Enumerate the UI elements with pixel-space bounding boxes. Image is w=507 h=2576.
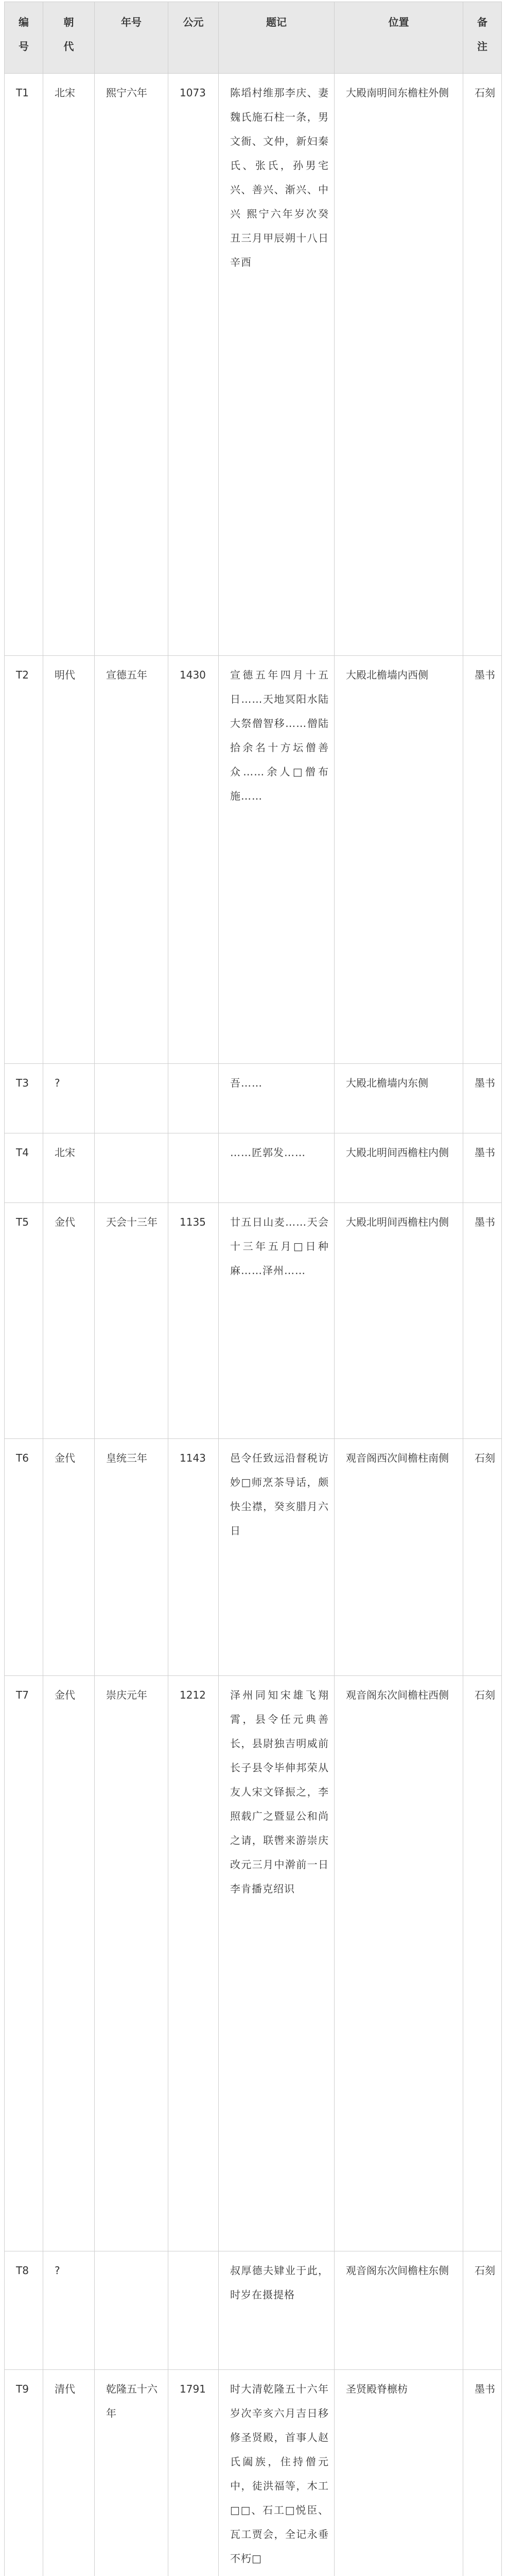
cell-id: T3 (5, 1064, 43, 1133)
cell-location: 大殿北檐墙内西侧 (335, 656, 463, 1064)
cell-year: 1212 (168, 1676, 219, 2251)
table-row (5, 1439, 502, 1676)
cell-id: T1 (5, 74, 43, 656)
cell-year: 1143 (168, 1439, 219, 1676)
cell-note: 墨书 (463, 2370, 502, 2576)
table-row (5, 1133, 502, 1203)
cell-inscription: 叔厚德夫肄业于此，时岁在摄提格 (219, 2251, 335, 2370)
header-id (5, 2, 43, 74)
header-era-text: 年号 (121, 16, 142, 28)
cell-id: T5 (5, 1203, 43, 1439)
header-inscription-text: 题记 (266, 16, 287, 28)
cell-era: 熙宁六年 (95, 74, 168, 656)
cell-inscription: 时大清乾隆五十六年岁次辛亥六月吉日移修圣贤殿，首事人赵氏阖族，住持僧元中，徒洪福等，木工□□、石工□悦臣、瓦工贾会，全记永垂不朽□ (219, 2370, 335, 2576)
cell-inscription: 宣德五年四月十五日……天地冥阳水陆大祭僧智移……僧陆拾余名十方坛僧善众……余人□僧布施…… (219, 656, 335, 1064)
header-year (168, 2, 219, 74)
cell-era (95, 2251, 168, 2370)
header-id-text: 编号 (19, 16, 29, 53)
cell-note: 石刻 (463, 1676, 502, 2251)
header-dynasty (43, 2, 95, 74)
header-location (335, 2, 463, 74)
table-row (5, 74, 502, 656)
cell-dynasty: 金代 (43, 1439, 95, 1676)
header-dynasty-text: 朝代 (63, 16, 74, 53)
cell-inscription: 陈塪村维那李庆、妻魏氏施石柱一条，男文衙、文仲，新妇秦氏、张氏，孙男宅兴、善兴、渐兴、中兴 熙宁六年岁次癸丑三月甲辰朔十八日辛酉 (219, 74, 335, 656)
cell-dynasty: 北宋 (43, 1133, 95, 1203)
table-row (5, 1676, 502, 2251)
cell-year (168, 1133, 219, 1203)
cell-note: 墨书 (463, 1064, 502, 1133)
cell-dynasty: ? (43, 2251, 95, 2370)
cell-location: 圣贤殿脊檩枋 (335, 2370, 463, 2576)
cell-note: 墨书 (463, 1203, 502, 1439)
table-row (5, 1064, 502, 1133)
cell-inscription: 吾…… (219, 1064, 335, 1133)
cell-year: 1791 (168, 2370, 219, 2576)
header-row (5, 2, 502, 74)
cell-era: 乾隆五十六年 (95, 2370, 168, 2576)
cell-era (95, 1064, 168, 1133)
cell-dynasty: ? (43, 1064, 95, 1133)
cell-dynasty: 金代 (43, 1676, 95, 2251)
cell-note: 石刻 (463, 74, 502, 656)
cell-dynasty: 明代 (43, 656, 95, 1064)
table-row (5, 2370, 502, 2576)
header-note (463, 2, 502, 74)
cell-year: 1073 (168, 74, 219, 656)
table-row (5, 2251, 502, 2370)
cell-year (168, 2251, 219, 2370)
cell-inscription: 泽州同知宋雄飞翔霄，县令任元典善长，县尉独吉明威前长子县令毕伸邦荣从友人宋文铎振之，李照载广之暨显公和尚之请，联辔来游崇庆改元三月中澣前一日李肯播克绍识 (219, 1676, 335, 2251)
table-row (5, 1203, 502, 1439)
header-note-text: 备注 (477, 16, 487, 53)
cell-id: T7 (5, 1676, 43, 2251)
header-year-text: 公元 (183, 16, 204, 28)
cell-dynasty: 清代 (43, 2370, 95, 2576)
cell-location: 观音阁东次间檐柱西侧 (335, 1676, 463, 2251)
cell-note: 石刻 (463, 1439, 502, 1676)
cell-location: 大殿南明间东檐柱外侧 (335, 74, 463, 656)
header-era (95, 2, 168, 74)
header-location-text: 位置 (388, 16, 409, 28)
cell-year: 1135 (168, 1203, 219, 1439)
cell-id: T8 (5, 2251, 43, 2370)
cell-dynasty: 北宋 (43, 74, 95, 656)
cell-year: 1430 (168, 656, 219, 1064)
header-inscription (219, 2, 335, 74)
cell-id: T9 (5, 2370, 43, 2576)
cell-note: 墨书 (463, 1133, 502, 1203)
cell-location: 大殿北檐墙内东侧 (335, 1064, 463, 1133)
cell-era: 宣德五年 (95, 656, 168, 1064)
cell-location: 大殿北明间西檐柱内侧 (335, 1133, 463, 1203)
cell-inscription: ……匠郭发…… (219, 1133, 335, 1203)
cell-inscription: 廿五日山麦……天会十三年五月□日种麻……泽州…… (219, 1203, 335, 1439)
cell-location: 大殿北明间西檐柱内侧 (335, 1203, 463, 1439)
cell-era (95, 1133, 168, 1203)
cell-note: 墨书 (463, 656, 502, 1064)
cell-id: T4 (5, 1133, 43, 1203)
table-body (5, 74, 502, 2576)
table-header (5, 2, 502, 74)
cell-location: 观音阁西次间檐柱南侧 (335, 1439, 463, 1676)
cell-era: 天会十三年 (95, 1203, 168, 1439)
cell-inscription: 邑令任致远沿督税访妙□师烹茶导话，颇快尘襟，癸亥腊月六日 (219, 1439, 335, 1676)
cell-era: 崇庆元年 (95, 1676, 168, 2251)
cell-id: T2 (5, 656, 43, 1064)
cell-year (168, 1064, 219, 1133)
cell-id: T6 (5, 1439, 43, 1676)
cell-note: 石刻 (463, 2251, 502, 2370)
inscription-table (4, 2, 502, 2576)
cell-era: 皇统三年 (95, 1439, 168, 1676)
cell-dynasty: 金代 (43, 1203, 95, 1439)
cell-location: 观音阁东次间檐柱东侧 (335, 2251, 463, 2370)
table-row (5, 656, 502, 1064)
